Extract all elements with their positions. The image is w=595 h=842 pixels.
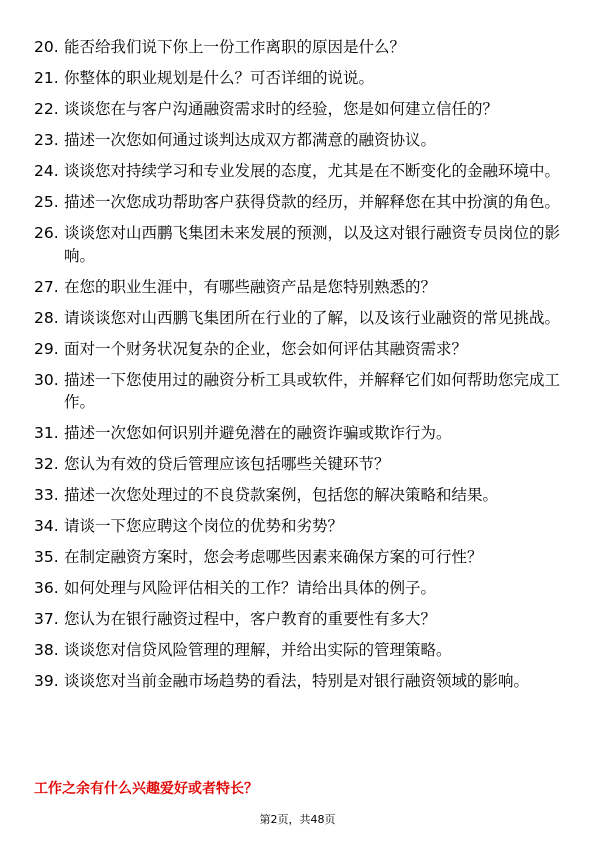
question-item bbox=[34, 307, 564, 330]
question-text: 你整体的职业规划是什么？可否详细的说说。 bbox=[64, 69, 375, 87]
question-number: 36. bbox=[34, 579, 59, 597]
question-number: 34. bbox=[34, 517, 59, 535]
question-text: 谈谈您在与客户沟通融资需求时的经验，您是如何建立信任的？ bbox=[64, 100, 499, 118]
question-item bbox=[34, 577, 564, 600]
question-item bbox=[34, 36, 564, 59]
question-text: 您认为在银行融资过程中，客户教育的重要性有多大？ bbox=[64, 610, 437, 628]
question-item bbox=[34, 639, 564, 662]
question-item bbox=[34, 670, 564, 693]
question-number: 35. bbox=[34, 548, 59, 566]
question-item bbox=[34, 453, 564, 476]
question-number: 22. bbox=[34, 100, 59, 118]
question-number: 38. bbox=[34, 641, 59, 659]
question-number: 27. bbox=[34, 277, 59, 296]
question-number: 29. bbox=[34, 339, 59, 358]
question-text: 在制定融资方案时，您会考虑哪些因素来确保方案的可行性？ bbox=[64, 548, 483, 566]
question-number: 25. bbox=[34, 193, 59, 211]
question-item bbox=[34, 160, 564, 183]
question-number: 32. bbox=[34, 455, 59, 473]
question-item bbox=[34, 98, 564, 121]
question-number: 33. bbox=[34, 486, 59, 504]
question-text: 如何处理与风险评估相关的工作？请给出具体的例子。 bbox=[64, 579, 437, 597]
question-number: 31. bbox=[34, 424, 59, 442]
question-text: 请谈谈您对山西鹏飞集团所在行业的了解，以及该行业融资的常见挑战。 bbox=[64, 308, 561, 327]
question-number: 21. bbox=[34, 69, 59, 87]
question-text: 描述一下您使用过的融资分析工具或软件，并解释它们如何帮助您完成工作。 bbox=[64, 370, 561, 411]
question-item bbox=[34, 67, 564, 90]
question-text: 描述一次您成功帮助客户获得贷款的经历，并解释您在其中扮演的角色。 bbox=[64, 193, 561, 211]
page-footer: 第2页，共48页 bbox=[259, 813, 336, 826]
highlight-question: 工作之余有什么兴趣爱好或者特长？ bbox=[34, 781, 258, 797]
question-item bbox=[34, 276, 564, 299]
question-number: 24. bbox=[34, 162, 59, 180]
question-number: 20. bbox=[34, 38, 59, 56]
question-text: 在您的职业生涯中，有哪些融资产品是您特别熟悉的？ bbox=[64, 277, 437, 296]
question-number: 28. bbox=[34, 308, 59, 327]
question-number: 30. bbox=[34, 370, 59, 389]
question-text: 描述一次您处理过的不良贷款案例，包括您的解决策略和结果。 bbox=[64, 486, 499, 504]
question-item bbox=[34, 422, 564, 445]
question-item bbox=[34, 191, 564, 214]
question-number: 23. bbox=[34, 131, 59, 149]
question-text: 请谈一下您应聘这个岗位的优势和劣势？ bbox=[64, 517, 344, 535]
question-item bbox=[34, 129, 564, 152]
question-number: 39. bbox=[34, 672, 59, 690]
question-text: 谈谈您对信贷风险管理的理解，并给出实际的管理策略。 bbox=[64, 641, 452, 659]
question-text: 面对一个财务状况复杂的企业，您会如何评估其融资需求？ bbox=[64, 339, 468, 358]
question-list bbox=[34, 36, 564, 701]
question-text: 能否给我们说下你上一份工作离职的原因是什么？ bbox=[64, 38, 406, 56]
question-text: 描述一次您如何识别并避免潜在的融资诈骗或欺诈行为。 bbox=[64, 424, 452, 442]
question-text: 谈谈您对山西鹏飞集团未来发展的预测，以及这对银行融资专员岗位的影响。 bbox=[64, 224, 561, 265]
question-text: 您认为有效的贷后管理应该包括哪些关键环节？ bbox=[64, 455, 390, 473]
question-item bbox=[34, 515, 564, 538]
question-item bbox=[34, 338, 564, 361]
question-number: 26. bbox=[34, 224, 59, 242]
question-item bbox=[34, 222, 564, 267]
question-item bbox=[34, 546, 564, 569]
question-item bbox=[34, 484, 564, 507]
question-number: 37. bbox=[34, 610, 59, 628]
question-item bbox=[34, 608, 564, 631]
question-text: 谈谈您对当前金融市场趋势的看法，特别是对银行融资领域的影响。 bbox=[64, 672, 530, 690]
question-item bbox=[34, 369, 564, 414]
question-text: 描述一次您如何通过谈判达成双方都满意的融资协议。 bbox=[64, 131, 437, 149]
question-text: 谈谈您对持续学习和专业发展的态度，尤其是在不断变化的金融环境中。 bbox=[64, 162, 561, 180]
